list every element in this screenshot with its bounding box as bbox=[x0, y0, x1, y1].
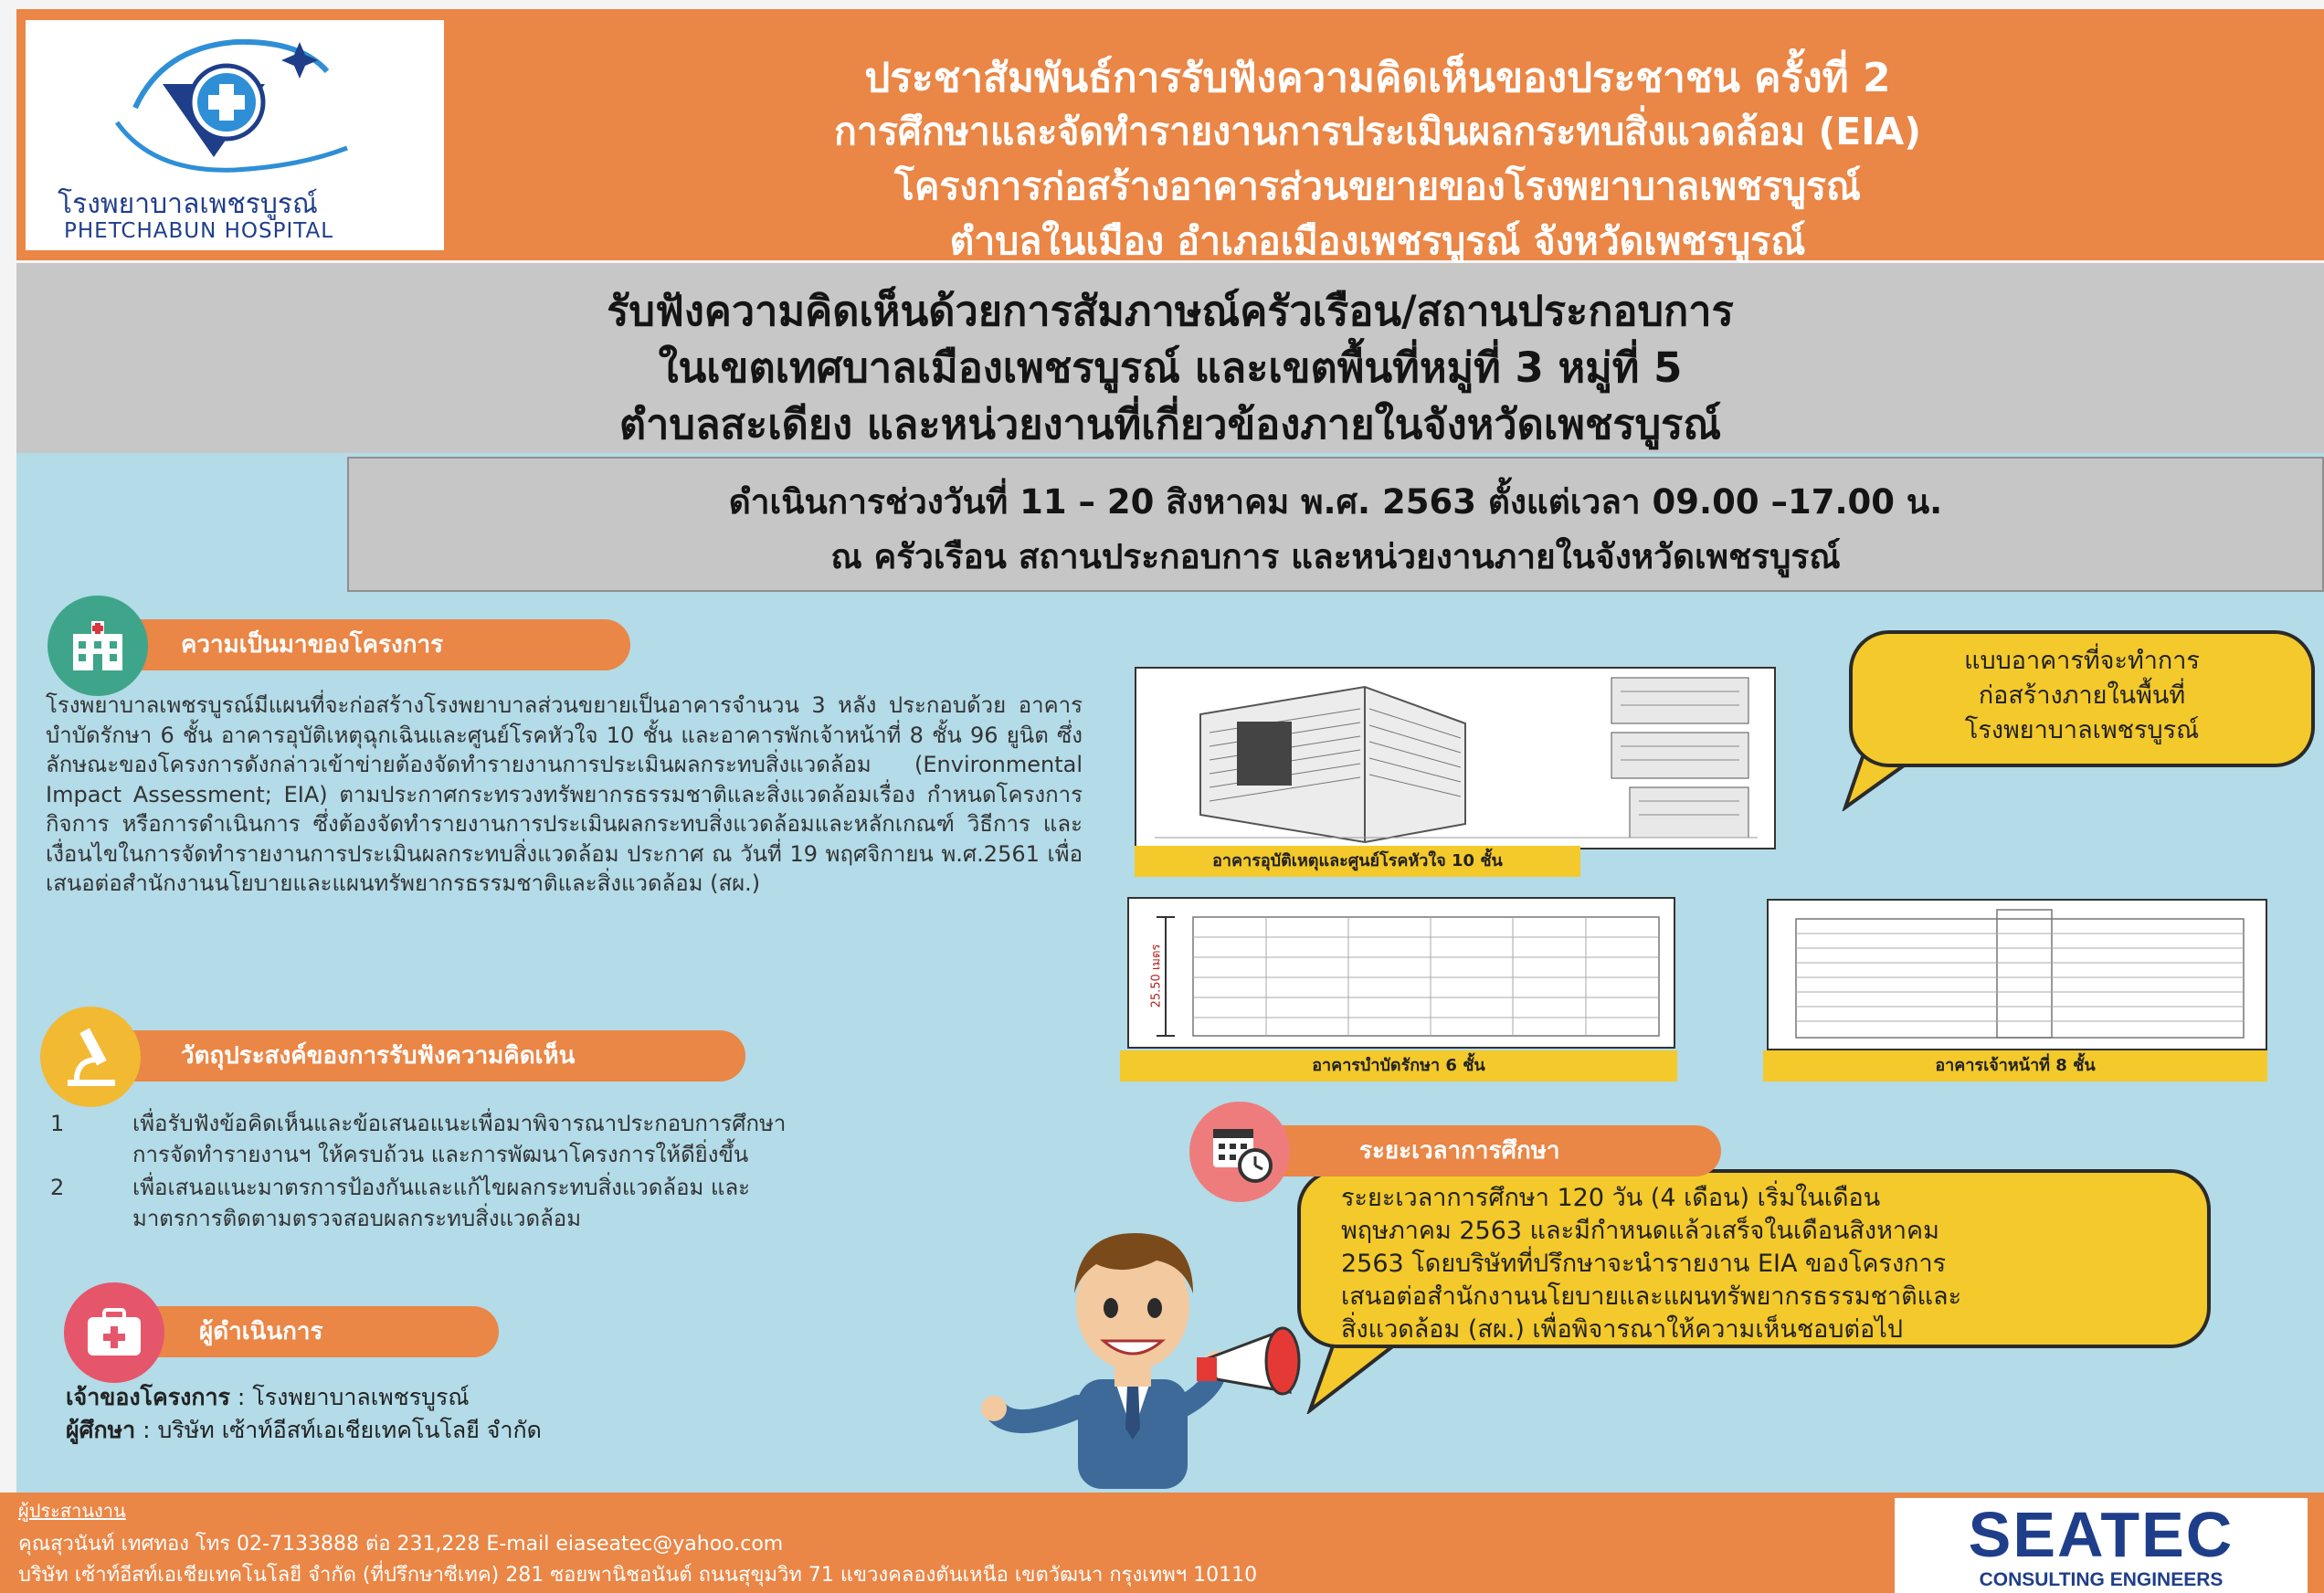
coordinator-label: ผู้ประสานงาน bbox=[18, 1500, 126, 1522]
header-title-line-1: ประชาสัมพันธ์การรับฟังความคิดเห็นของประชาชน ครั้งที่ 2 bbox=[864, 55, 1891, 101]
objective-2-line-1: เพื่อเสนอแนะมาตรการป้องกันและแก้ไขผลกระทบสิ่งแวดล้อม และ bbox=[132, 1175, 751, 1200]
medical-kit-icon bbox=[64, 1282, 164, 1383]
schedule-dates: ดำเนินการช่วงวันที่ 11 – 20 สิงหาคม พ.ศ. 2563 ตั้งแต่เวลา 09.00 –17.00 น. bbox=[728, 482, 1943, 522]
hearing-method-line-2: ในเขตเทศบาลเมืองเพชรบูรณ์ และเขตพื้นที่หมู่ที่ 3 หมู่ที่ 5 bbox=[658, 343, 1683, 392]
study-period-heading bbox=[1279, 1125, 1721, 1176]
background-heading-label: ความเป็นมาของโครงการ bbox=[181, 631, 444, 659]
objective-number-1: 1 bbox=[50, 1111, 65, 1136]
hospital-building-icon bbox=[48, 596, 148, 696]
objectives-heading bbox=[100, 1030, 745, 1081]
study-period-line-5: สิ่งแวดล้อม (สผ.) เพื่อพิจารณาให้ความเห็นชอบต่อไป bbox=[1341, 1315, 1903, 1344]
hospital-logo bbox=[26, 20, 444, 250]
seatec-brand: SEATEC bbox=[1968, 1499, 2234, 1570]
objective-1-line-2: การจัดทำรายงานฯ ให้ครบถ้วน และการพัฒนาโครงการให้ดียิ่งขึ้น bbox=[132, 1142, 749, 1167]
seatec-subtitle: CONSULTING ENGINEERS bbox=[1979, 1569, 2224, 1590]
project-owner-label: เจ้าของโครงการ bbox=[66, 1384, 230, 1410]
background-paragraph: โรงพยาบาลเพชรบูรณ์มีแผนที่จะก่อสร้างโรงพยาบาลส่วนขยายเป็นอาคารจำนวน 3 หลัง ประกอบด้วย อาคารบำบัดรักษา 6 ชั้น อาคารอุบัติเหตุฉุกเฉินและศูนย์โรคหัวใจ 10 ชั้น และอาคารพักเจ้าหน้าที่ 8 ชั้น 96 ยูนิต ซึ่งลักษณะของโครงการดังกล่าวเข้าข่ายต้องจัดทำรายงานการประเมินผลกระทบสิ่งแวดล้อม (Environmental Impact Assessment; EIA) ตามประกาศกระทรวงทรัพยากรธรรมชาติและสิ่งแวดล้อมเรื่อง กำหนดโครงการ กิจการ หรือการดำเนินการ ซึ่งต้องจัดทำรายงานการประเมินผลกระทบสิ่งแวดล้อมและหลักเกณฑ์ วิธีการ และเงื่อนไขในการจัดทำรายงานการประเมินผลกระทบสิ่งแวดล้อม ประกาศ ณ วันที่ 19 พฤศจิกายน พ.ศ.2561 เพื่อเสนอต่อสำนักงานนโยบายและแผนทรัพยากรธรรมชาติและสิ่งแวดล้อม (สผ.) bbox=[46, 692, 1083, 896]
background-heading bbox=[100, 619, 630, 670]
objective-2-line-2: มาตรการติดตามตรวจสอบผลกระทบสิ่งแวดล้อม bbox=[132, 1206, 582, 1231]
objective-1-line-1: เพื่อรับฟังข้อคิดเห็นและข้อเสนอแนะเพื่อมาพิจารณาประกอบการศึกษา bbox=[132, 1111, 787, 1136]
operator-heading bbox=[119, 1306, 499, 1357]
coordinator-contact: คุณสุวนันท์ เทศทอง โทร 02-7133888 ต่อ 231,228 E-mail eiaseatec@yahoo.com bbox=[18, 1533, 784, 1556]
header-title-line-3: โครงการก่อสร้างอาคารส่วนขยายของโรงพยาบาลเพชรบูรณ์ bbox=[893, 164, 1862, 208]
hearing-method-line-3: ตำบลสะเดียง และหน่วยงานที่เกี่ยวข้องภายในจังหวัดเพชรบูรณ์ bbox=[618, 400, 1722, 448]
header-banner bbox=[16, 9, 2324, 263]
objective-number-2: 2 bbox=[50, 1175, 65, 1200]
emergency-building-caption: อาคารอุบัติเหตุและศูนย์โรคหัวใจ 10 ชั้น bbox=[1135, 846, 1580, 877]
emergency-building-render bbox=[1135, 667, 1776, 849]
objectives-heading-label: วัตถุประสงค์ของการรับฟังความคิดเห็น bbox=[181, 1042, 576, 1070]
schedule-location: ณ ครัวเรือน สถานประกอบการ และหน่วยงานภายในจังหวัดเพชรบูรณ์ bbox=[830, 537, 1841, 576]
hospital-emblem-icon bbox=[26, 20, 444, 185]
height-dimension-label: 25.50 เมตร bbox=[1149, 944, 1164, 1008]
study-period-bubble bbox=[1297, 1169, 2211, 1348]
study-period-line-3: 2563 โดยบริษัทที่ปรึกษาจะนำรายงาน EIA ของโครงการ bbox=[1341, 1250, 1947, 1278]
logo-name-english: PHETCHABUN HOSPITAL bbox=[64, 219, 334, 243]
schedule-box bbox=[347, 457, 2324, 592]
study-consultant bbox=[66, 1412, 542, 1449]
study-consultant-value: : บริษัท เซ้าท์อีสท์เอเชียเทคโนโลยี จำกัด bbox=[143, 1417, 542, 1443]
study-period-heading-label: ระยะเวลาการศึกษา bbox=[1359, 1137, 1560, 1165]
seatec-logo bbox=[1895, 1498, 2308, 1593]
study-consultant-label: ผู้ศึกษา bbox=[66, 1417, 136, 1443]
treatment-building-elevation bbox=[1127, 897, 1675, 1049]
study-period-line-1: ระยะเวลาการศึกษา 120 วัน (4 เดือน) เริ่มในเดือน bbox=[1341, 1184, 1881, 1212]
design-bubble-line-2: ก่อสร้างภายในพื้นที่ bbox=[1978, 681, 2186, 710]
design-bubble-line-3: โรงพยาบาลเพชรบูรณ์ bbox=[1964, 716, 2200, 744]
presenter-man-illustration bbox=[977, 1206, 1325, 1489]
study-period-line-4: เสนอต่อสำนักงานนโยบายและแผนทรัพยากรธรรมชาติและ bbox=[1341, 1282, 1962, 1311]
header-title-line-2: การศึกษาและจัดทำรายงานการประเมินผลกระทบสิ่งแวดล้อม (EIA) bbox=[834, 110, 1921, 153]
operator-heading-label: ผู้ดำเนินการ bbox=[199, 1318, 323, 1345]
logo-name-thai: โรงพยาบาลเพชรบูรณ์ bbox=[58, 188, 318, 220]
hearing-method-line-1: รับฟังความคิดเห็นด้วยการสัมภาษณ์ครัวเรือน/สถานประกอบการ bbox=[607, 287, 1734, 335]
calendar-clock-icon bbox=[1189, 1102, 1290, 1202]
design-bubble-line-1: แบบอาคารที่จะทำการ bbox=[1964, 647, 2200, 675]
header-title-line-4: ตำบลในเมือง อำเภอเมืองเพชรบูรณ์ จังหวัดเพชรบูรณ์ bbox=[949, 219, 1806, 263]
treatment-building-caption: อาคารบำบัดรักษา 6 ชั้น bbox=[1120, 1050, 1677, 1081]
project-owner bbox=[66, 1379, 470, 1416]
study-period-line-2: พฤษภาคม 2563 และมีกำหนดแล้วเสร็จในเดือนสิงหาคม bbox=[1341, 1217, 1939, 1245]
staff-building-caption: อาคารเจ้าหน้าที่ 8 ชั้น bbox=[1763, 1050, 2267, 1081]
hearing-method-band bbox=[16, 263, 2324, 453]
staff-building-elevation bbox=[1767, 899, 2267, 1050]
coordinator-address: บริษัท เซ้าท์อีสท์เอเชียเทคโนโลยี จำกัด (ที่ปรึกษาซีเทค) 281 ซอยพานิชอนันต์ ถนนสุขุมวิท 71 แขวงคลองตันเหนือ เขตวัฒนา กรุงเทพฯ 10110 bbox=[18, 1564, 1258, 1587]
microscope-icon bbox=[40, 1007, 141, 1107]
design-speech-bubble bbox=[1849, 630, 2315, 767]
project-owner-value: : โรงพยาบาลเพชรบูรณ์ bbox=[237, 1384, 470, 1410]
